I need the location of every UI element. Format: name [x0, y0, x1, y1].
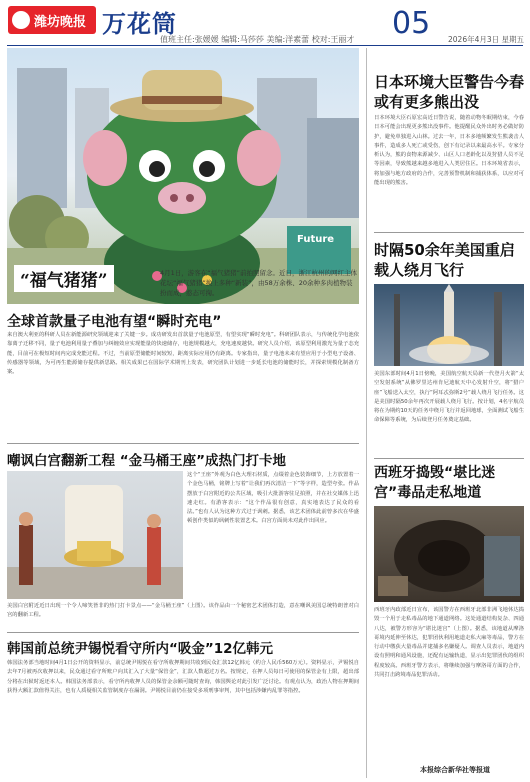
lead-headline: “福气猪猪” — [14, 265, 114, 292]
rocket-illustration — [374, 284, 524, 366]
divider — [374, 458, 524, 459]
moon-body: 美国东部时间4月1日傍晚，美国航空航天局新一代登月火箭“太空发射系统”从佛罗里达州肯尼迪航天中心发射升空，将“猎户座”飞船送入太空，执行“阿耳忒弥斯2号”载人绕月飞行任务。这是美国时隔50余年再次开展载人绕月飞行。按计划，4名宇航员将在为期约10天的任务中绕月飞行并返回地球，全面测试飞船生命保障等系统，为后续登月任务奠定基础。 — [374, 371, 524, 424]
source-credit: 本报综合新华社等报道 — [420, 766, 490, 774]
issue-date: 2026年4月3日 星期五 — [448, 35, 525, 44]
column-divider — [366, 48, 367, 778]
bear-body: 日本环境大臣石原宏高近日警告说，随着动物冬眠期结束，今春日本可能会出现更多熊出没事件。他提醒民众外出时务必做好防护，避免单独进入山林。过去一年，日本多地频繁发生熊袭击人事件，造成多人死亡或受伤，创下有记录以来最高水平。专家分析认为，熊的食物来源减少、山区人口老龄化以及狩猎人员不足等因素，导致熊越来越多地进入人类居住区。日本环境省表示，将加强与地方政府的合作，完善预警机制和捕获体系，以应对可能出现的熊害。 — [374, 115, 524, 187]
section-title: 万花筒 — [102, 9, 177, 38]
staff-line: 值班主任:张媛媛 编辑:马莎莎 美编:洋素蕾 校对:王丽才 — [160, 35, 355, 44]
golden-toilet-photo — [7, 471, 183, 599]
korea-body: 韩国法务部当地时间4月1日公开的资料显示，前总统尹锡悦在看守所收押期间共收到民众汇款12亿韩元（约合人民币560万元）。资料显示，尹锡悦自去年7月被再次收押以来，民众通过看守所账户向其汇入了大量“保管金”，汇款人数超过万名。按规定，在押人员每日可使用的保管金有上限，超出部分将在出狱时返还本人。韩国法务部表示，看守所内收押人员的保管金余额可随时查询，韩国舆论对此引发广泛讨论。有观点认为，政治人物在押期间获得大额汇款值得关注，也有人质疑相关监管制度存在漏洞。尹锡悦目前仍在接受多项刑事审判，其中包括涉嫌内乱罪等指控。 — [7, 660, 359, 694]
rocket-launch-photo — [374, 284, 524, 366]
newspaper-logo — [8, 6, 96, 34]
tunnel-photo — [374, 506, 524, 602]
spain-headline: 西班牙捣毁“堪比迷宫”毒品走私地道 — [374, 465, 496, 501]
logo-text: 潍坊晚报 — [34, 15, 87, 30]
quantum-body: 来自澳大利亚的科研人员在新能源研究领域迎来了关键一步。成功研发出首款量子电池原型，有望实现“瞬时充电”。科研团队表示，与传统化学电池依靠离子迁移不同，量子电池利用量子叠加与纠缠效应实现能量的快速储存，电池规模越大，充电速度越快。研究人员介绍，该原型利用激光为量子态充能，目前可在极短时间内完成充能过程。不过，当前原型储能时间较短，距离实际应用仍有距离。专家指出，量子电池未来有望应用于小型电子设备、传感器等领域，为可再生能源储存提供新思路。相关成果已在国际学术期刊上发表，研究团队计划进一步延长电池的储能时长，并探索规模化制备方案。 — [7, 332, 359, 376]
header-rule — [7, 45, 523, 46]
whitehouse-headline: 嘲讽白宫翻新工程 “金马桶王座”成热门打卡地 — [7, 453, 286, 469]
moon-headline: 时隔50余年美国重启载人绕月飞行 — [374, 241, 515, 279]
logo-emblem-icon — [12, 11, 30, 29]
korea-headline: 韩国前总统尹锡悦看守所内“吸金”12亿韩元 — [7, 641, 274, 657]
divider — [374, 232, 524, 233]
golden-throne-illustration — [7, 471, 183, 599]
divider — [7, 443, 359, 444]
whitehouse-caption: 美国白宫附近近日出现一个令人啼笑皆非的热门打卡景点——“金马桶王座”（上图）。该作品由一个秘密艺术团体打造，意在嘲讽美国总统特朗普对白宫的翻新工程。 — [7, 603, 359, 619]
spain-body: 西班牙内政部近日宣布，该国警方在西班牙北部非洲飞地休达捣毁一个用于走私毒品的地下通道网络。这处通道结构复杂、四通八达，被警方形容为“堪比迷宫”（上图）。据悉，该地道从摩洛哥境内延伸至休达，犯罪团伙利用地道走私大麻等毒品，警方在行动中缴获大量毒品并逮捕多名嫌疑人。调查人员表示，地道内设有照明和通风设施，还配有运输轨道，显示出犯罪团伙的组织程度较高。西班牙警方表示，将继续加强与摩洛哥方面的合作，共同打击跨境毒品犯罪活动。 — [374, 607, 524, 679]
lead-caption: 4月1日，游客在“福气猪猪”前拍照留念。近日，浙江杭州的网红主体花坛“福气猪猪”换上多种“新装”，由58万余株、20余种多肉植物装扮而成，憨态可掬。 — [160, 269, 358, 297]
bear-headline: 日本环境大臣警告今春或有更多熊出没 — [374, 73, 525, 111]
quantum-headline: 全球首款量子电池有望“瞬时充电” — [7, 314, 222, 330]
whitehouse-body: 这个“王座”外观为白色大理石材质，点缀着金色装饰细节，上方放置着一个金色马桶，铭牌上写着“让我们再次清洁一下”等字样，造型夸张。作品摆放于白宫附近的公共区域，吸引大批游客驻足拍照，并在社交媒体上迅速走红。有游客表示：“这个作品很有创意，真实地表达了民众的看法。”也有人认为这种方式过于讽刺。据悉，该艺术团体此前曾多次在华盛顿创作类似的讽刺性装置艺术。白宫方面尚未对此作出回应。 — [187, 472, 359, 525]
divider — [7, 632, 359, 633]
page-number: 05 — [392, 6, 431, 41]
booth-sign: Future — [297, 234, 335, 245]
tunnel-illustration — [374, 506, 524, 602]
